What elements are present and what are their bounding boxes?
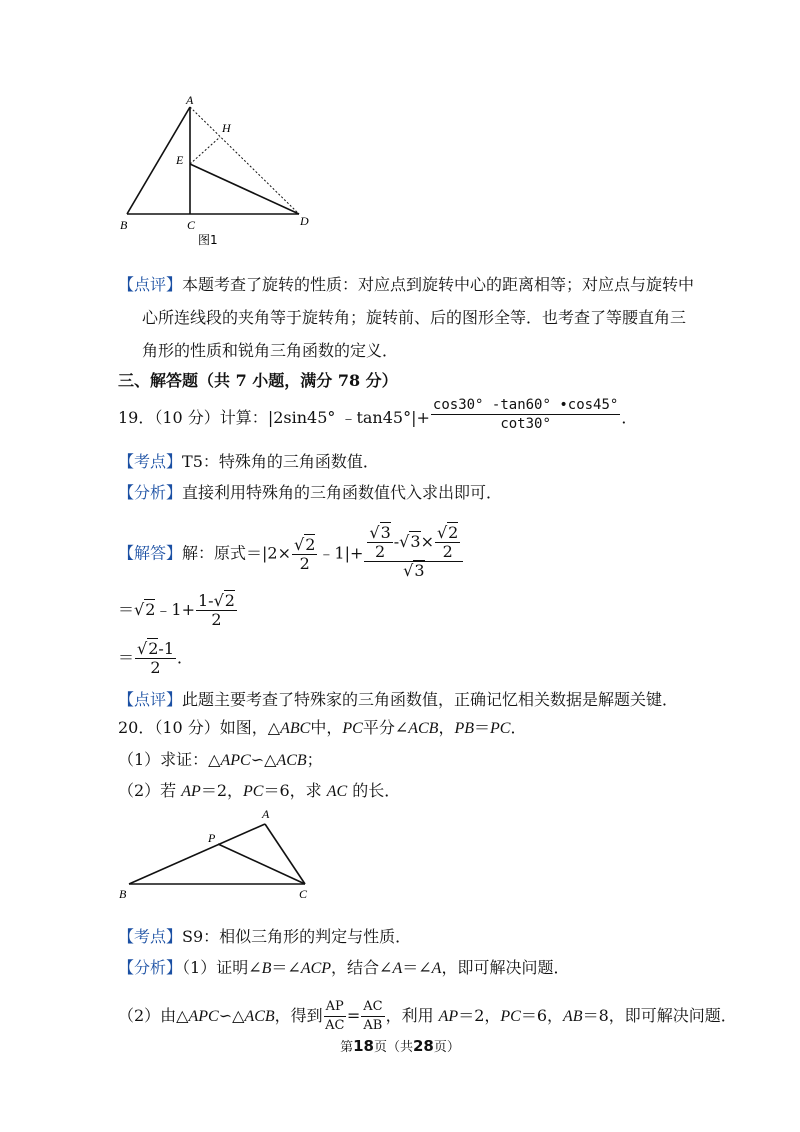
radicand-3: 3 <box>410 532 421 551</box>
l2d: ＝2， <box>458 1006 501 1025</box>
fenxi-tag: 【分析】 <box>118 483 183 502</box>
label-e: E <box>176 153 184 167</box>
l2ab: AB <box>563 1008 583 1025</box>
fa1: A <box>392 960 403 977</box>
big-den: √3 <box>403 561 425 580</box>
frac-sqrt2-over-2 <box>292 536 317 573</box>
footer-pre: 第 <box>340 1040 354 1055</box>
page-footer <box>0 1036 800 1055</box>
label-c: C <box>187 218 196 232</box>
fa2: A <box>431 960 442 977</box>
label-b: B <box>119 887 127 901</box>
part2c: ＝6，求 <box>263 781 327 800</box>
l2pc: PC <box>500 1008 521 1025</box>
facp: ACP <box>300 960 332 977</box>
l2a: （2）由△ <box>118 1006 189 1025</box>
comment-text: 本题考查了旋转的性质：对应点到旋转中心的距离相等；对应点与旋转中 <box>182 275 695 294</box>
label-p: P <box>208 831 216 845</box>
acb: ACB <box>408 720 439 737</box>
fenxi-tag: 【分析】 <box>118 958 183 977</box>
num: √2 <box>436 523 459 542</box>
pb: PB <box>454 720 475 737</box>
fenxi-text: 直接利用特殊角的三角函数值代入求出即可． <box>182 483 503 502</box>
den: 2 <box>299 553 310 573</box>
q19-fenxi <box>118 481 502 505</box>
kaodian-text: T5：特殊角的三角函数值． <box>182 452 379 471</box>
l2e: ＝6， <box>520 1006 564 1025</box>
segment-eh-dotted <box>190 137 220 164</box>
eq: = <box>346 1006 361 1025</box>
t2: 平分∠ <box>362 718 409 737</box>
q20-part2 <box>118 779 400 804</box>
radicand: 3 <box>380 523 391 542</box>
label-d: D <box>300 214 309 228</box>
part2a: （2）若 <box>118 781 182 800</box>
l2sim: ∽△ <box>218 1006 245 1025</box>
radicand: 3 <box>414 561 425 580</box>
big-num: $\frac{√3}{2}$ -√3× $\frac{√2}{2}$ <box>364 524 463 562</box>
radicand: 2 <box>148 639 159 658</box>
comment-tag: 【点评】 <box>118 275 183 294</box>
q19-step3 <box>118 640 193 677</box>
comment1-line3: 角形的性质和锐角三角函数的定义． <box>142 341 399 360</box>
q19-expr-left: |2sin45° ﹣tan45°|+ <box>267 408 430 427</box>
q20-number: 20．（10 分）如图，△ <box>118 718 281 737</box>
l2ap: AP <box>438 1008 459 1025</box>
q20-fenxi-line2 <box>118 998 737 1035</box>
q19-jieda-step1 <box>118 523 464 580</box>
question-20 <box>118 716 527 741</box>
question-19 <box>118 397 638 433</box>
step3-end: ． <box>177 648 194 667</box>
l2b: ，得到 <box>274 1006 323 1025</box>
section-title: 三、解答题（共 7 小题，满分 78 分） <box>118 371 398 390</box>
comment1-line2: 心所连线段的夹角等于旋转角；旋转前、后的图形全等．也考查了等腰直角三 <box>142 308 687 327</box>
footer-mid: 页（共 <box>373 1040 413 1055</box>
footer-page: 18 <box>353 1037 374 1055</box>
frac-ac-ab <box>361 998 384 1035</box>
label-a: A <box>186 93 194 107</box>
q19-end: ． <box>621 408 638 427</box>
den: 2 <box>374 542 386 561</box>
l2c: ，利用 <box>385 1006 439 1025</box>
step2-mid: ﹣1+ <box>155 600 195 619</box>
acb2: ACB <box>276 752 307 769</box>
num: √2-1 <box>137 639 174 658</box>
segment-ed <box>190 164 299 214</box>
dianping-text: 此题主要考查了特殊家的三角函数值，正确记忆相关数据是解题关键． <box>182 690 679 709</box>
step2-prefix: ＝ <box>118 600 135 619</box>
fe: ，即可解决问题． <box>441 958 570 977</box>
footer-post: 页） <box>433 1040 460 1055</box>
pc2: PC <box>490 720 511 737</box>
q20-kaodian <box>118 925 411 949</box>
q19-frac-den: cot30° <box>500 416 551 432</box>
radicand: 2 <box>305 534 316 554</box>
kaodian-tag: 【考点】 <box>118 452 183 471</box>
den: 2 <box>442 542 453 561</box>
part2d: 的长． <box>347 781 401 800</box>
segment-ad-dotted <box>190 107 299 214</box>
num: √3 <box>369 523 391 542</box>
label-c: C <box>299 887 308 901</box>
fbb: ＝∠ <box>271 958 301 977</box>
fa: （1）证明∠ <box>182 958 262 977</box>
q20-part1 <box>118 748 323 773</box>
frac-sqrt2-over-2b <box>435 524 460 561</box>
abc: ABC <box>280 720 311 737</box>
label-a: A <box>262 807 270 821</box>
step2-fraction <box>196 592 237 629</box>
mid: ﹣1|+ <box>318 543 364 563</box>
footer-total: 28 <box>413 1037 434 1055</box>
dianping-tag: 【点评】 <box>118 690 183 709</box>
step2-sqrt: 2 <box>145 600 156 619</box>
figure-2 <box>115 802 325 902</box>
q19-frac-num: cos30° -tan60° •cos45° <box>432 397 619 413</box>
num: 1-√2 <box>198 591 235 610</box>
step3-prefix: ＝ <box>118 648 135 667</box>
den: AC <box>325 1018 345 1033</box>
ap: AP <box>181 783 201 800</box>
sim: ∽△ <box>250 750 277 769</box>
q19-step2: ＝√2﹣1+ $\frac{1-√2}{2}$ <box>118 591 235 629</box>
figure-caption: 图1 <box>198 233 218 247</box>
l2acb: ACB <box>244 1008 275 1025</box>
radicand: 2 <box>448 523 459 542</box>
ac: AC <box>326 783 348 800</box>
num: √2 <box>294 534 316 554</box>
label-b: B <box>120 218 128 232</box>
kaodian-text: S9：相似三角形的判定与性质． <box>182 927 412 946</box>
semi: ； <box>306 750 323 769</box>
den: 2 <box>150 658 161 677</box>
q19-dianping <box>118 688 678 712</box>
apc: APC <box>220 752 251 769</box>
t5: ． <box>510 718 527 737</box>
figure-1 <box>112 92 332 252</box>
fd: ＝∠ <box>402 958 432 977</box>
t1: 中， <box>310 718 343 737</box>
radicand: 2 <box>224 591 235 610</box>
jieda-prefix: 解：原式＝|2× <box>182 543 291 563</box>
label-h: H <box>222 121 231 135</box>
part2b: ＝2， <box>200 781 244 800</box>
den: AB <box>363 1018 383 1033</box>
step3-fraction <box>135 640 176 677</box>
num-a: 1- <box>198 591 214 610</box>
num: AP <box>324 998 346 1017</box>
den: 2 <box>211 610 222 629</box>
jieda-tag: 【解答】 <box>118 543 183 563</box>
pc: PC <box>342 720 363 737</box>
t4: ＝ <box>474 718 491 737</box>
q19-kaodian <box>118 450 379 474</box>
l2apc: APC <box>188 1008 219 1025</box>
q19-fraction <box>431 396 620 433</box>
frac-sqrt3-over-2 <box>367 524 392 561</box>
fc: ，结合∠ <box>331 958 393 977</box>
l2f: ＝8，即可解决问题． <box>582 1006 737 1025</box>
fb: B <box>261 960 272 977</box>
segment-ba <box>129 824 265 884</box>
big-fraction <box>364 524 463 580</box>
kaodian-tag: 【考点】 <box>118 927 183 946</box>
q20-fenxi <box>118 956 569 981</box>
pc3: PC <box>243 783 264 800</box>
comment1-line1 <box>118 273 694 297</box>
part1: （1）求证：△ <box>118 750 221 769</box>
q19-number: 19．（10 分）计算： <box>118 408 268 427</box>
num: AC <box>361 998 384 1017</box>
t3: ， <box>438 718 455 737</box>
num-rest: -1 <box>158 639 174 658</box>
frac-ap-ac <box>324 998 346 1035</box>
